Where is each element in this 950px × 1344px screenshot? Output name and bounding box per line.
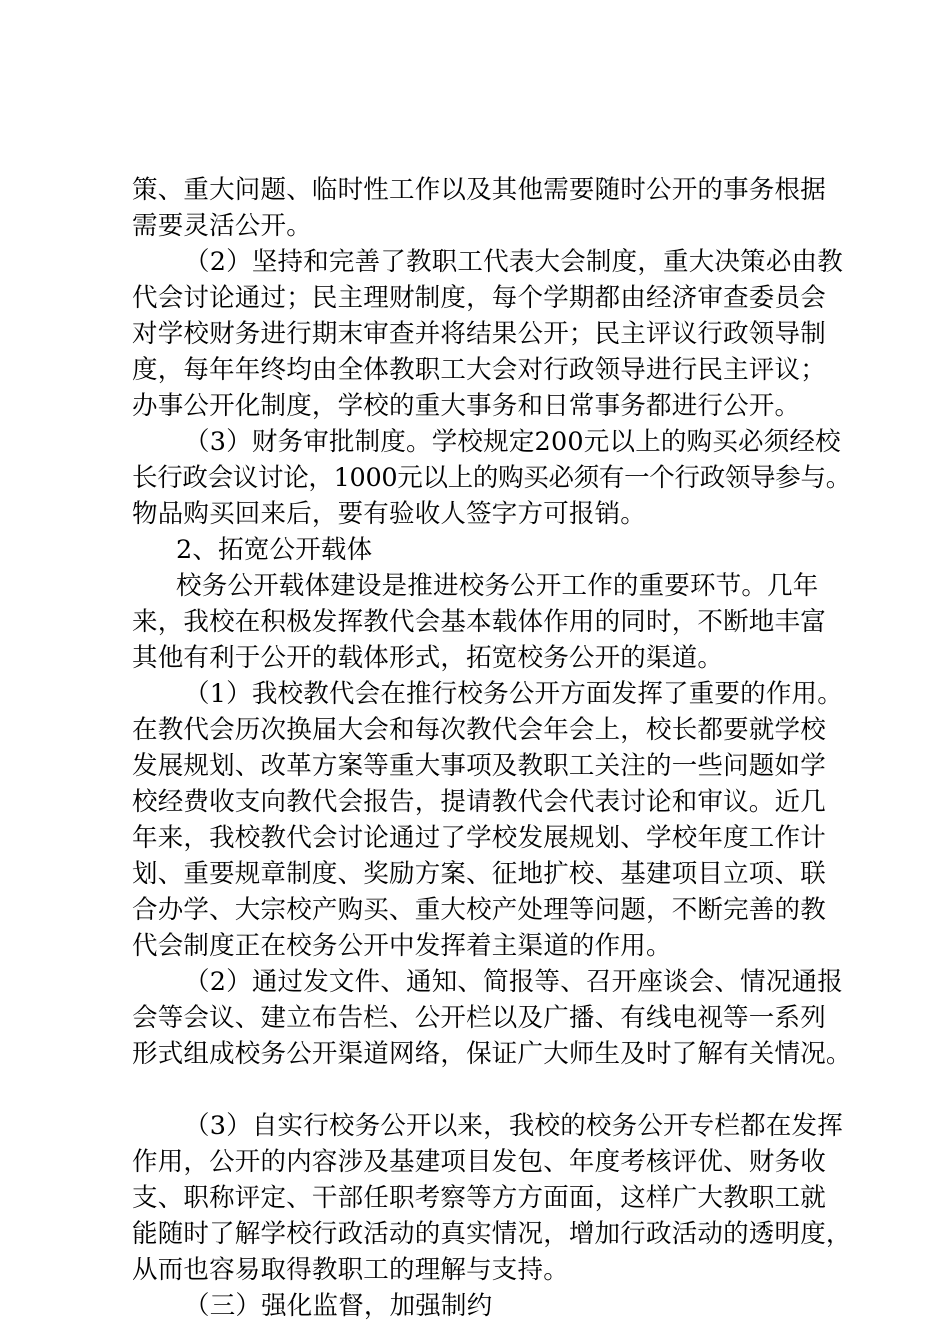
text-line: 会等会议、建立布告栏、公开栏以及广播、有线电视等一系列 (132, 1003, 826, 1033)
text-line: 校经费收支向教代会报告，提请教代会代表讨论和审议。近几 (132, 787, 826, 817)
text-line: 度，每年年终均由全体教职工大会对行政领导进行民主评议； (132, 355, 826, 385)
text-line: 支、职称评定、干部任职考察等方方面面，这样广大教职工就 (132, 1183, 826, 1213)
text-line: （2）通过发文件、通知、简报等、召开座谈会、情况通报 (184, 967, 843, 997)
text-line: （3）财务审批制度。学校规定200元以上的购买必须经校 (184, 427, 841, 457)
text-line: 来，我校在积极发挥教代会基本载体作用的同时，不断地丰富 (132, 607, 826, 637)
text-line: 合办学、大宗校产购买、重大校产处理等问题，不断完善的教 (132, 895, 826, 925)
text-line: 作用，公开的内容涉及基建项目发包、年度考核评优、财务收 (132, 1147, 826, 1177)
section-heading: 2、拓宽公开载体 (176, 535, 373, 565)
text-line: 发展规划、改革方案等重大事项及教职工关注的一些问题如学 (132, 751, 826, 781)
section-heading: （三）强化监督，加强制约 (184, 1291, 493, 1321)
text-line: 长行政会议讨论，1000元以上的购买必须有一个行政领导参与。 (132, 463, 851, 493)
text-line: 代会讨论通过；民主理财制度，每个学期都由经济审查委员会 (132, 283, 826, 313)
text-line: 办事公开化制度，学校的重大事务和日常事务都进行公开。 (132, 391, 801, 421)
text-line: 校务公开载体建设是推进校务公开工作的重要环节。几年 (176, 571, 819, 601)
text-line: 在教代会历次换届大会和每次教代会年会上，校长都要就学校 (132, 715, 826, 745)
text-line: 从而也容易取得教职工的理解与支持。 (132, 1255, 569, 1285)
text-line: 对学校财务进行期末审查并将结果公开；民主评议行政领导制 (132, 319, 826, 349)
text-line: 物品购买回来后，要有验收人签字方可报销。 (132, 499, 647, 529)
text-line: 代会制度正在校务公开中发挥着主渠道的作用。 (132, 931, 672, 961)
text-line: 形式组成校务公开渠道网络，保证广大师生及时了解有关情况。 (132, 1039, 852, 1069)
text-line: 需要灵活公开。 (132, 211, 312, 241)
text-line: （2）坚持和完善了教职工代表大会制度，重大决策必由教 (184, 247, 843, 277)
text-line: 年来，我校教代会讨论通过了学校发展规划、学校年度工作计 (132, 823, 826, 853)
text-line: （1）我校教代会在推行校务公开方面发挥了重要的作用。 (184, 679, 843, 709)
text-line: 能随时了解学校行政活动的真实情况，增加行政活动的透明度， (132, 1219, 852, 1249)
text-line: 其他有利于公开的载体形式，拓宽校务公开的渠道。 (132, 643, 724, 673)
text-line: 策、重大问题、临时性工作以及其他需要随时公开的事务根据 (132, 175, 826, 205)
text-line: 划、重要规章制度、奖励方案、征地扩校、基建项目立项、联 (132, 859, 826, 889)
text-line: （3）自实行校务公开以来，我校的校务公开专栏都在发挥 (184, 1111, 843, 1141)
